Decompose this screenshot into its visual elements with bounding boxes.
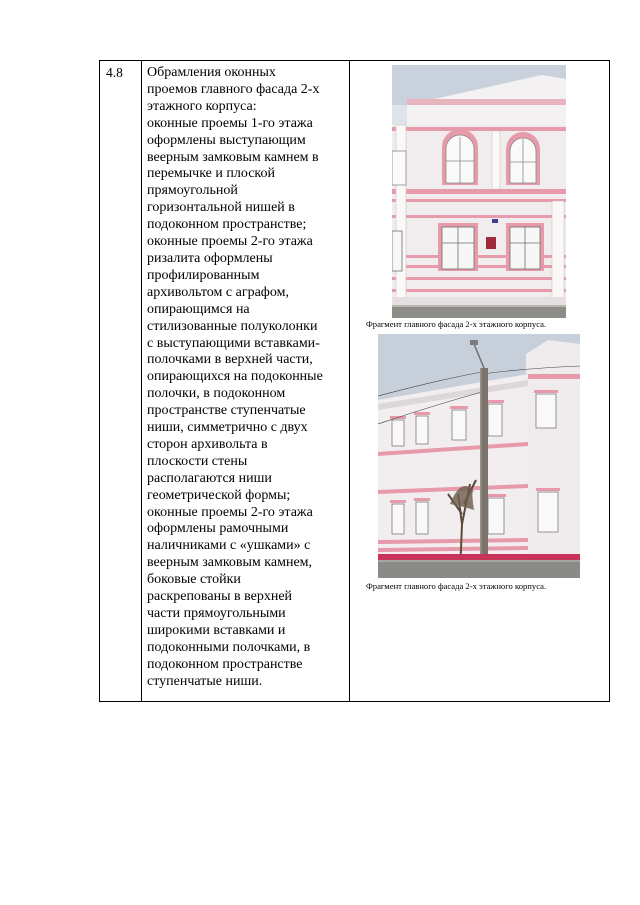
item-description: Обрамления оконных проемов главного фасада 2-х этажного корпуса: оконные проемы 1-го этажа оформлены выступающим веерным замковым камнем в перемычке и плоской прямоугольной горизонтальной нишей в подоконном пространстве; оконные проемы 2-го этажа ризалита оформлены профилированным архивольтом с аграфом, опирающимся на стилизованные полуколонки с выступающими вставками- полочками в верхней части, опирающихся на подоконные полочки, в подоконном пространстве ступенчатые ниши, симметрично с двух сторон архивольта в плоскости стены располагаются ниши геометрической формы; оконные проемы 2-го этажа оформлены рамочными наличниками с «ушками» с веерным замковым камнем, боковые стойки раскрепованы в верхней части прямоугольными широкими вставками и подоконными полочками, в подоконном пространстве ступенчатые ниши.	[147, 65, 323, 689]
item-number: 4.8	[100, 61, 142, 702]
photo-caption-1: Фрагмент главного фасада 2-х этажного корпуса.	[366, 319, 547, 329]
description-table	[99, 60, 610, 702]
facade-photo-1	[392, 65, 566, 318]
table-row	[100, 61, 610, 702]
item-description-cell	[142, 61, 350, 702]
facade-photo-2	[378, 334, 580, 578]
photo-cell	[350, 61, 610, 702]
photo-caption-2: Фрагмент главного фасада 2-х этажного корпуса.	[366, 581, 547, 591]
